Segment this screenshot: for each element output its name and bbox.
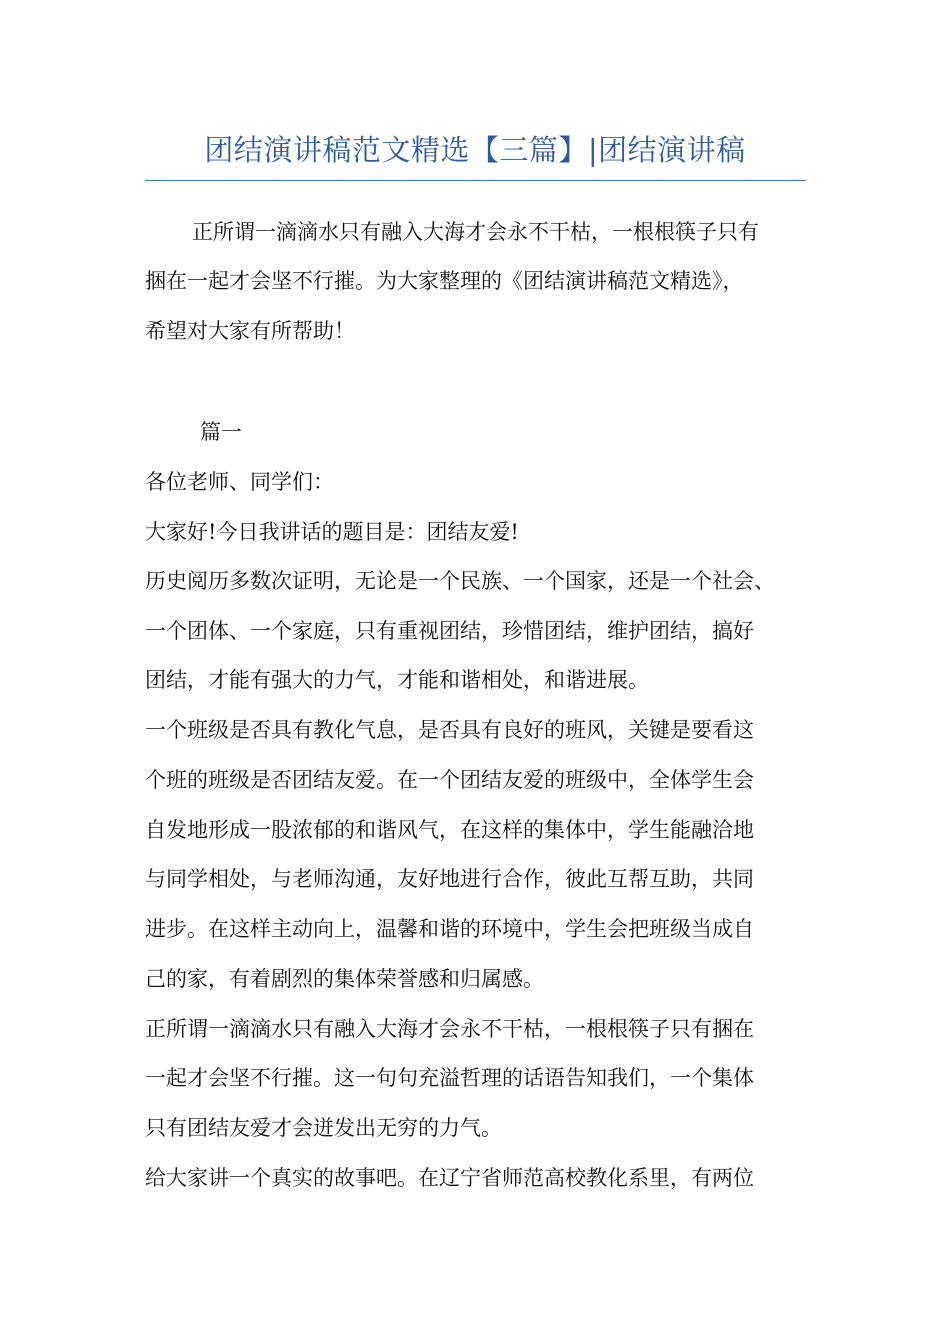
body-line: 正所谓一滴滴水只有融入大海才会永不干枯，一根根筷子只有捆在 — [145, 1017, 754, 1041]
body-line: 只有团结友爱才会迸发出无穷的力气。 — [145, 1116, 502, 1140]
body-line: 自发地形成一股浓郁的和谐风气，在这样的集体中，学生能融洽地 — [145, 818, 754, 842]
document-title: 团结演讲稿范文精选【三篇】|团结演讲稿 — [204, 133, 746, 167]
body-line: 一个班级是否具有教化气息，是否具有良好的班风，关键是要看这 — [145, 718, 754, 742]
body-line: 给大家讲一个真实的故事吧。在辽宁省师范高校教化系里，有两位 — [145, 1166, 754, 1190]
title-underline — [145, 180, 806, 181]
body-line: 己的家，有着剧烈的集体荣誉感和归属感。 — [145, 967, 544, 991]
intro-line: 希望对大家有所帮助！ — [145, 319, 355, 343]
body-line: 一个团体、一个家庭，只有重视团结，珍惜团结，维护团结，搞好 — [145, 619, 754, 643]
body-line: 各位老师、同学们： — [145, 470, 334, 494]
body-line: 历史阅历多数次证明，无论是一个民族、一个国家，还是一个社会、 — [145, 569, 775, 593]
intro-line: 正所谓一滴滴水只有融入大海才会永不干枯，一根根筷子只有 — [192, 220, 759, 244]
body-line: 个班的班级是否团结友爱。在一个团结友爱的班级中，全体学生会 — [145, 768, 754, 792]
section-heading: 篇一 — [200, 420, 242, 444]
intro-line: 捆在一起才会坚不行摧。为大家整理的《团结演讲稿范文精选》， — [145, 269, 744, 293]
body-line: 与同学相处，与老师沟通，友好地进行合作，彼此互帮互助，共同 — [145, 867, 754, 891]
body-line: 进步。在这样主动向上，温馨和谐的环境中，学生会把班级当成自 — [145, 917, 754, 941]
body-line: 一起才会坚不行摧。这一句句充溢哲理的话语告知我们，一个集体 — [145, 1066, 754, 1090]
body-line: 大家好!今日我讲话的题目是：团结友爱! — [145, 520, 519, 544]
body-line: 团结，才能有强大的力气，才能和谐相处，和谐进展。 — [145, 668, 649, 692]
